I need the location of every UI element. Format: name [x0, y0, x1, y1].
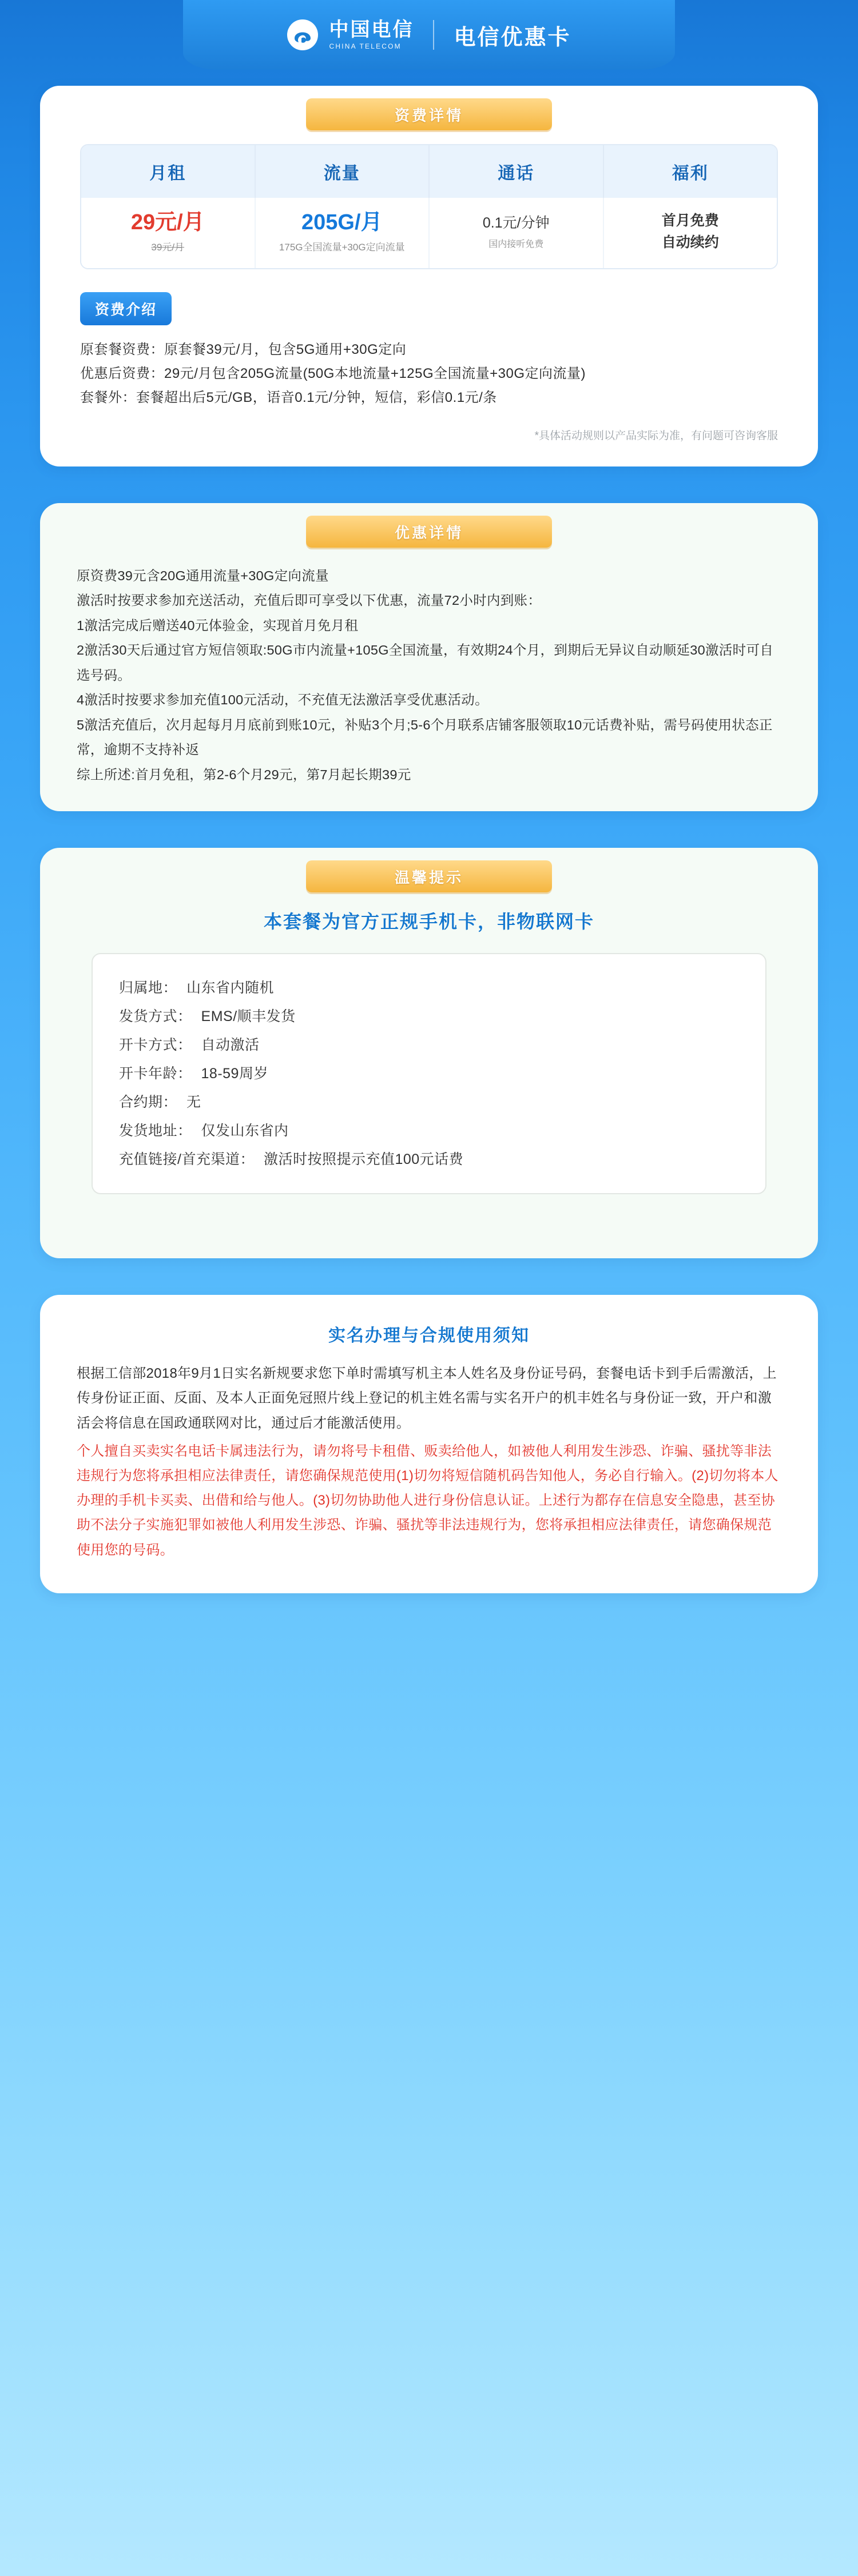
fee-welfare-line1: 首月免费: [661, 213, 719, 229]
fee-ribbon-label: 资费详情: [394, 106, 463, 124]
fee-data-breakdown: 175G全国流量+30G定向流量: [279, 241, 405, 253]
tips-key-age: 开卡年龄：: [119, 1066, 192, 1082]
fee-cell-call: [430, 198, 604, 268]
fee-call-note: 国内接听免费: [488, 240, 544, 250]
fee-table-body: [81, 198, 777, 268]
tips-value-age: 18-59周岁: [201, 1066, 268, 1082]
tips-value-recharge: 激活时按照提示充值100元话费: [263, 1151, 464, 1168]
tips-info-box: [92, 953, 766, 1194]
fee-header-monthly: 月租: [81, 145, 256, 198]
promo-ribbon: [40, 503, 818, 558]
promo-line-6: 5激活充值后，次月起每月月底前到账10元，补贴3个月;5-6个月联系店铺客服领取10元话费补贴，需号码使用状态正常，逾期不支持补返: [77, 717, 773, 757]
fee-intro-line-3: 套餐外：套餐超出后5元/GB，语音0.1元/分钟，短信，彩信0.1元/条: [80, 390, 497, 405]
tips-key-location: 归属地：: [119, 980, 178, 996]
promo-detail-card: [40, 503, 818, 811]
realname-paragraph-2: 个人擅自买卖实名电话卡属违法行为，请勿将号卡租借、贩卖给他人，如被他人利用发生涉恐、诈骗、骚扰等非法违规行为您将承担相应法律责任，请您确保规范使用(1)切勿将短信随机码告知他人，务必自行输入。(2)切勿将本人办理的手机卡买卖、出借和给与他人。(3)切勿协助他人进行身份信息认证。上述行为都存在信息安全隐患，甚至协助不法分子实施犯罪如被他人利用发生涉恐、诈骗、骚扰等非法违规行为，您将承担相应法律责任，请您确保规范使用您的号码。: [77, 1443, 778, 1558]
promo-line-4: 2激活30天后通过官方短信领取:50G市内流量+105G全国流量，有效期24个月，到期后无异议自动顺延30激活时可自选号码。: [77, 643, 774, 683]
fee-disclaimer: *具体活动规则以产品实际为准，有问题可咨询客服: [534, 430, 778, 442]
fee-header-welfare: 福利: [672, 164, 709, 183]
china-telecom-logo-icon: [287, 19, 319, 51]
fee-ribbon: [40, 86, 818, 141]
promo-line-7: 综上所述:首月免租，第2-6个月29元，第7月起长期39元: [77, 767, 411, 782]
realname-title: 实名办理与合规使用须知: [328, 1326, 530, 1346]
promo-line-1: 原资费39元含20G通用流量+30G定向流量: [77, 568, 329, 583]
promo-lines: [40, 558, 818, 787]
tips-row: [119, 1116, 739, 1145]
tips-row: [119, 1031, 739, 1059]
tips-key-contract: 合约期：: [119, 1094, 178, 1111]
tips-key-address: 发货地址：: [119, 1123, 192, 1139]
page-header: [0, 0, 858, 86]
tips-key-activation: 开卡方式：: [119, 1037, 192, 1054]
page-title: 电信优惠卡: [454, 25, 571, 50]
brand-name-cn: 中国电信: [329, 18, 414, 41]
tips-value-location: 山东省内随机: [186, 980, 275, 996]
fee-cell-welfare: [604, 198, 777, 268]
fee-table: [80, 144, 778, 269]
tips-value-activation: 自动激活: [201, 1037, 260, 1054]
fee-intro-paragraphs: [40, 325, 818, 410]
brand-block: [287, 19, 414, 51]
fee-data-value: 205G/月: [301, 210, 383, 235]
fee-monthly-value: 29元/月: [130, 210, 205, 235]
tips-key-shipping: 发货方式：: [119, 1008, 192, 1025]
fee-header-data: 流量: [256, 145, 430, 198]
realname-notice-card: [40, 1295, 818, 1593]
fee-detail-card: [40, 86, 818, 466]
tips-card: [40, 848, 818, 1258]
fee-cell-data: [256, 198, 430, 268]
brand-name-en: CHINA TELECOM: [329, 42, 402, 50]
tips-value-shipping: EMS/顺丰发货: [201, 1008, 296, 1025]
promo-line-3: 1激活完成后赠送40元体验金，实现首月免月租: [77, 617, 359, 633]
fee-intro-line-2: 优惠后资费：29元/月包含205G流量(50G本地流量+125G全国流量+30G定向流量): [80, 366, 586, 381]
tips-headline: 本套餐为官方正规手机卡，非物联网卡: [263, 911, 594, 932]
tips-value-address: 仅发山东省内: [201, 1123, 289, 1139]
tips-row: [119, 1002, 739, 1031]
header-divider: [433, 20, 434, 50]
tips-ribbon-label: 温馨提示: [394, 868, 463, 886]
tips-value-contract: 无: [186, 1094, 201, 1111]
fee-call-value: 0.1元/分钟: [482, 214, 550, 231]
fee-intro-line-1: 原套餐资费：原套餐39元/月，包含5G通用+30G定向: [80, 342, 407, 357]
tips-key-recharge: 充值链接/首充渠道：: [119, 1151, 255, 1168]
tips-row: [119, 1088, 739, 1116]
fee-table-header: [81, 145, 777, 198]
tips-row: [119, 1059, 739, 1088]
fee-intro-label: 资费介绍: [80, 292, 172, 325]
tips-ribbon: [40, 848, 818, 903]
fee-header-call: 通话: [430, 145, 604, 198]
fee-welfare-line2: 自动续约: [661, 234, 719, 250]
tips-row: [119, 974, 739, 1002]
fee-cell-monthly: [81, 198, 256, 268]
promo-line-5: 4激活时按要求参加充值100元活动，不充值无法激活享受优惠活动。: [77, 692, 488, 708]
tips-row: [119, 1145, 739, 1174]
promo-ribbon-label: 优惠详情: [394, 524, 463, 541]
promo-line-2: 激活时按要求参加充送活动，充值后即可享受以下优惠，流量72小时内到账：: [77, 593, 542, 608]
fee-monthly-original: 39元/月: [151, 241, 185, 253]
realname-paragraph-1: 根据工信部2018年9月1日实名新规要求您下单时需填写机主本人姓名及身份证号码，套餐电话卡到手后需激活，上传身份证正面、反面、及本人正面免冠照片线上登记的机主姓名需与实名开户的机丰姓名与身份证一致，开户和激活会将信息在国政通联网对比，通过后才能激活使用。: [77, 1366, 777, 1431]
